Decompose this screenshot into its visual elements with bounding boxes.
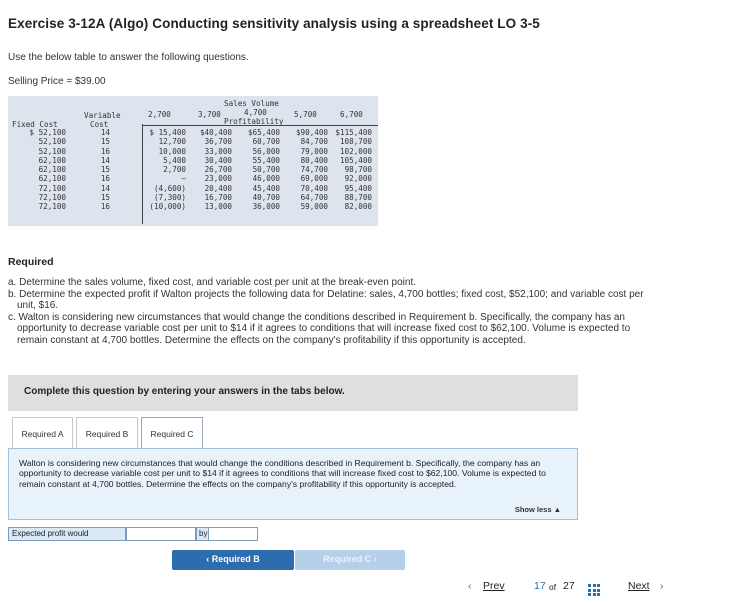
table-cell: 26,700	[204, 165, 232, 175]
table-cell: $40,400	[199, 128, 232, 137]
table-cell: 62,100	[38, 155, 66, 165]
table-cell: 52,100	[38, 137, 66, 147]
header-sales-volume: Sales Volume	[224, 99, 279, 108]
banner-text: Complete this question by entering your answers in the tabs below.	[24, 386, 345, 397]
table-cell: (7,300)	[153, 193, 186, 203]
table-cell: 14	[100, 183, 110, 193]
table-divider-horizontal	[142, 125, 378, 126]
table-cell: –	[181, 174, 186, 184]
next-chevron-icon[interactable]: ›	[660, 580, 664, 592]
selling-price-text: Selling Price = $39.00	[8, 76, 106, 87]
profit-column-3700	[192, 128, 232, 212]
table-cell: 74,700	[300, 165, 328, 175]
variable-cost-column	[92, 128, 110, 212]
table-cell: (10,000)	[149, 202, 186, 212]
header-profitability: Profitability	[224, 117, 284, 126]
volume-header: 4,700	[244, 108, 267, 117]
profit-column-4700	[240, 128, 280, 212]
table-cell: 108,700	[339, 137, 372, 147]
tab-required-a[interactable]: Required A	[12, 417, 73, 448]
table-cell: 88,700	[344, 193, 372, 203]
table-cell: $90,400	[295, 128, 328, 137]
show-less-button[interactable]: Show less ▲	[514, 505, 561, 514]
table-divider-vertical	[142, 124, 143, 224]
requirement-b: b. Determine the expected profit if Walton projects the following data for Delatine: sales, 4,700 bottles; fixed cost, $52,100; and variable cost per unit, $16.	[8, 288, 644, 312]
table-cell: 16	[100, 202, 110, 212]
fixed-cost-column	[14, 128, 66, 212]
sensitivity-table	[8, 96, 378, 226]
table-cell: 50,700	[252, 165, 280, 175]
table-cell: 2,700	[163, 165, 186, 175]
header-fixed-cost: Fixed Cost	[12, 120, 58, 129]
table-cell: 30,400	[204, 155, 232, 165]
table-cell: 40,700	[252, 193, 280, 203]
table-cell: $ 15,400	[149, 128, 186, 137]
table-cell: 52,100	[38, 146, 66, 156]
table-cell: 16	[100, 146, 110, 156]
table-cell: 15	[100, 193, 110, 203]
panel-text: Walton is considering new circumstances that would change the conditions described in Requirement b. Specifically, the company has an opportunity to decrease variable cost per unit to $14 if it agrees to conditions that will increase fixed cost to $62,100. Volume is expected to remain constant at 4,700 bottles. Determine the effects on the company's profitability if this opportunity is accepted.	[19, 458, 546, 489]
table-cell: 14	[100, 155, 110, 165]
table-cell: 105,400	[339, 155, 372, 165]
prev-link[interactable]: Prev	[483, 580, 505, 592]
table-cell: 36,000	[252, 202, 280, 212]
grid-icon[interactable]	[588, 584, 600, 596]
table-cell: $65,400	[247, 128, 280, 137]
requirement-a: a. Determine the sales volume, fixed cost, and variable cost per unit at the break-even point.	[8, 277, 416, 288]
by-label: by	[196, 527, 210, 541]
table-cell: 70,400	[300, 183, 328, 193]
expected-profit-label: Expected profit would	[8, 527, 126, 541]
table-cell: 72,100	[38, 183, 66, 193]
table-cell: 15	[100, 165, 110, 175]
table-cell: 69,000	[300, 174, 328, 184]
table-cell: (4,600)	[153, 183, 186, 193]
next-link[interactable]: Next	[628, 580, 650, 592]
prev-required-button[interactable]: ‹ Required B	[172, 550, 294, 570]
instruction-text: Use the below table to answer the following questions.	[8, 52, 249, 63]
table-cell: 36,700	[204, 137, 232, 147]
table-cell: $115,400	[335, 128, 372, 137]
table-cell: 10,000	[158, 146, 186, 156]
table-cell: 13,000	[204, 202, 232, 212]
instruction-banner	[8, 375, 578, 411]
table-cell: 64,700	[300, 193, 328, 203]
table-cell: 79,000	[300, 146, 328, 156]
table-cell: 56,000	[252, 146, 280, 156]
table-cell: 14	[100, 128, 110, 137]
prev-chevron-icon[interactable]: ‹	[468, 580, 472, 592]
table-cell: 33,000	[204, 146, 232, 156]
table-cell: 62,100	[38, 165, 66, 175]
table-cell: 20,400	[204, 183, 232, 193]
table-cell: 92,000	[344, 174, 372, 184]
table-cell: 82,000	[344, 202, 372, 212]
page-of: of	[549, 582, 557, 592]
table-cell: 55,400	[252, 155, 280, 165]
table-cell: 84,700	[300, 137, 328, 147]
profit-change-input[interactable]	[208, 527, 258, 541]
table-cell: 80,400	[300, 155, 328, 165]
next-required-button[interactable]: Required C ›	[295, 550, 405, 570]
table-cell: 72,100	[38, 193, 66, 203]
profit-column-5700	[288, 128, 328, 212]
volume-header: 2,700	[148, 110, 171, 119]
profit-column-6700	[332, 128, 372, 212]
table-cell: 60,700	[252, 137, 280, 147]
table-cell: 59,000	[300, 202, 328, 212]
volume-header: 3,700	[198, 110, 221, 119]
question-panel	[8, 448, 578, 520]
table-cell: 72,100	[38, 202, 66, 212]
page-total: 27	[563, 580, 575, 592]
profit-direction-select[interactable]	[126, 527, 196, 541]
table-cell: 62,100	[38, 174, 66, 184]
table-cell: 46,000	[252, 174, 280, 184]
table-cell: 102,000	[339, 146, 372, 156]
table-cell: 95,400	[344, 183, 372, 193]
table-cell: 23,000	[204, 174, 232, 184]
table-cell: 5,400	[163, 155, 186, 165]
tab-required-c[interactable]: Required C	[141, 417, 203, 450]
table-cell: 16	[100, 174, 110, 184]
table-cell: 45,400	[252, 183, 280, 193]
table-cell: 15	[100, 137, 110, 147]
table-cell: 16,700	[204, 193, 232, 203]
volume-header: 5,700	[294, 110, 317, 119]
table-cell: $ 52,100	[29, 128, 66, 137]
requirements-list	[8, 277, 648, 347]
table-cell: 12,700	[158, 137, 186, 147]
profit-column-2700	[144, 128, 186, 212]
tab-required-b[interactable]: Required B	[76, 417, 138, 448]
requirement-c: c. Walton is considering new circumstances that would change the conditions described in Requirement b. Specifically, the company has an opportunity to decrease variable cost per unit to $14 if it agrees to conditions that will increase fixed cost to $62,100. Volume is expected to remain constant at 4,700 bottles. Determine the effects on the company's profitability if this opportunity is accepted.	[8, 311, 631, 346]
header-cost: Cost	[90, 120, 109, 129]
table-cell: 98,700	[344, 165, 372, 175]
required-heading: Required	[8, 256, 54, 268]
page-title: Exercise 3-12A (Algo) Conducting sensitivity analysis using a spreadsheet LO 3-5	[8, 16, 540, 31]
volume-header: 6,700	[340, 110, 363, 119]
page-current: 17	[534, 580, 546, 592]
header-variable: Variable	[84, 111, 121, 120]
